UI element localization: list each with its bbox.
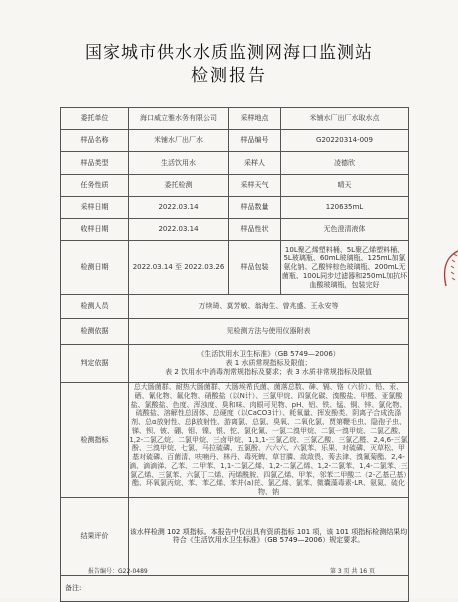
sample-name-value: 米铺水厂出厂水 xyxy=(129,130,229,152)
report-number-value: G22-0489 xyxy=(118,568,148,575)
character-value: 无色澄清液体 xyxy=(281,219,409,241)
report-subtitle: 检测报告 xyxy=(191,66,267,86)
site-label: 采样地点 xyxy=(229,108,281,130)
basis-value: 见检测方法与使用仪器附表 xyxy=(129,319,409,345)
sample-no-label: 样品编号 xyxy=(229,130,281,152)
standard-value xyxy=(129,345,409,383)
standard-line-3: 表 2 饮用水中消毒剂常规指标及要求；表 3 水质非常规指标及限值 xyxy=(165,367,372,376)
package-label: 样品包装 xyxy=(229,241,281,295)
sample-date-value: 2022.03.14 xyxy=(129,197,229,219)
report-number xyxy=(88,566,148,575)
client-value: 海口威立雅水务有限公司 xyxy=(129,108,229,130)
conclusion-label: 结果评价 xyxy=(61,497,129,575)
sample-name-label: 样品名称 xyxy=(61,130,129,152)
client-label: 委托单位 xyxy=(61,108,129,130)
sample-date-label: 采样日期 xyxy=(61,197,129,219)
standard-line-2: 表 1 水质常规指标及限值； xyxy=(225,359,312,368)
staff-value: 万续琦、莫芳敏、翁海生、曾兆盛、王永安等 xyxy=(129,295,409,319)
test-date-label: 检测日期 xyxy=(61,241,129,295)
receive-date-value: 2022.03.14 xyxy=(129,219,229,241)
remark-label: 备注: xyxy=(61,575,409,601)
package-value: 10L聚乙烯塑料桶、5L聚乙烯塑料桶、5L玻璃瓶、60mL玻璃瓶、125mL加氯氨化钠、乙酸锌棕色玻璃瓶、200mL无菌瓶、100L同步过滤器和250mL加抗坏血酸玻璃瓶，包装完好 xyxy=(281,241,409,295)
red-seal-stamp xyxy=(432,248,458,288)
report-table xyxy=(60,107,409,602)
report-number-label: 报告编号： xyxy=(88,568,119,575)
task-value: 委托检测 xyxy=(129,175,229,197)
report-title: 国家城市供水水质监测网海口监测站 xyxy=(85,43,373,63)
task-label: 任务性质 xyxy=(61,175,129,197)
conclusion-value: 该水样检测 102 项指标。本报告中仅出具有资质指标 101 项，该 101 项指标检测结果均符合《生活饮用水卫生标准》（GB 5749—2006）规定要求。 xyxy=(129,497,409,575)
sampler-label: 采样人 xyxy=(229,152,281,175)
weather-value: 晴天 xyxy=(281,175,409,197)
standard-line-1: 《生活饮用水卫生标准》（GB 5749—2006） xyxy=(197,350,340,359)
items-value: 总大肠菌群、耐热大肠菌群、大肠埃希氏菌、菌落总数、砷、镉、铬（六价）、铅、汞、硒、氰化物、氟化物、硝酸盐（以N计）、三氯甲烷、四氯化碳、溴酸盐、甲醛、亚氯酸盐、氯酸盐、色度、浑浊度、臭和味、肉眼可见物、pH、铝、铁、锰、铜、锌、氯化物、硫酸盐、溶解性总固体、总硬度（以CaCO3计）、耗氧量、挥发酚类、阴离子合成洗涤剂、总α放射性、总β放射性、游离氯、总氯、臭氧、二氧化氯、贾第鞭毛虫、隐孢子虫、锑、钡、铍、硼、钼、镍、银、铊、氯化氰、一氯二溴甲烷、二氯一溴甲烷、二氯乙酸、1,2-二氯乙烷、二氯甲烷、三卤甲烷、1,1,1-三氯乙烷、三氯乙酸、三氯乙醛、2,4,6-三氯酚、三溴甲烷、七氯、马拉硫磷、五氯酚、六六六、六氯苯、乐果、对硫磷、灭草松、甲基对硫磷、百菌清、呋喃丹、林丹、毒死蜱、草甘膦、敌敌畏、莠去津、溴氰菊酯、2,4-滴、滴滴涕、乙苯、二甲苯、1,1-二氯乙烯、1,2-二氯乙烯、1,2-二氯苯、1,4-二氯苯、三氯乙烯、三氯苯、六氯丁二烯、丙烯酰胺、四氯乙烯、甲苯、邻苯二甲酸二（2-乙基己基）酯、环氧氯丙烷、苯、苯乙烯、苯并(a)芘、氯乙烯、氯苯、微囊藻毒素-LR、氨氮、硫化物、钠 xyxy=(129,383,408,496)
site-value: 米铺水厂出厂水取水点 xyxy=(281,108,409,130)
basis-label: 检测依据 xyxy=(61,319,129,345)
staff-label: 检测人员 xyxy=(61,295,129,319)
weather-label: 采样天气 xyxy=(229,175,281,197)
test-date-value: 2022.03.14 至 2022.03.26 xyxy=(129,241,229,295)
sample-type-value: 生活饮用水 xyxy=(129,152,229,175)
sample-type-label: 样品类型 xyxy=(61,152,129,175)
sampler-value: 凌德欣 xyxy=(281,152,409,175)
character-label: 样品性状 xyxy=(229,219,281,241)
receive-date-label: 收样日期 xyxy=(61,219,129,241)
standard-label: 判定依据 xyxy=(61,345,129,383)
items-label: 检测指标 xyxy=(61,383,129,498)
quantity-label: 样品数量 xyxy=(229,197,281,219)
sample-no-value: G20220314-009 xyxy=(281,130,409,152)
page-info: 第 3 页 共 16 页 xyxy=(330,568,375,575)
quantity-value: 120635mL xyxy=(281,197,409,219)
